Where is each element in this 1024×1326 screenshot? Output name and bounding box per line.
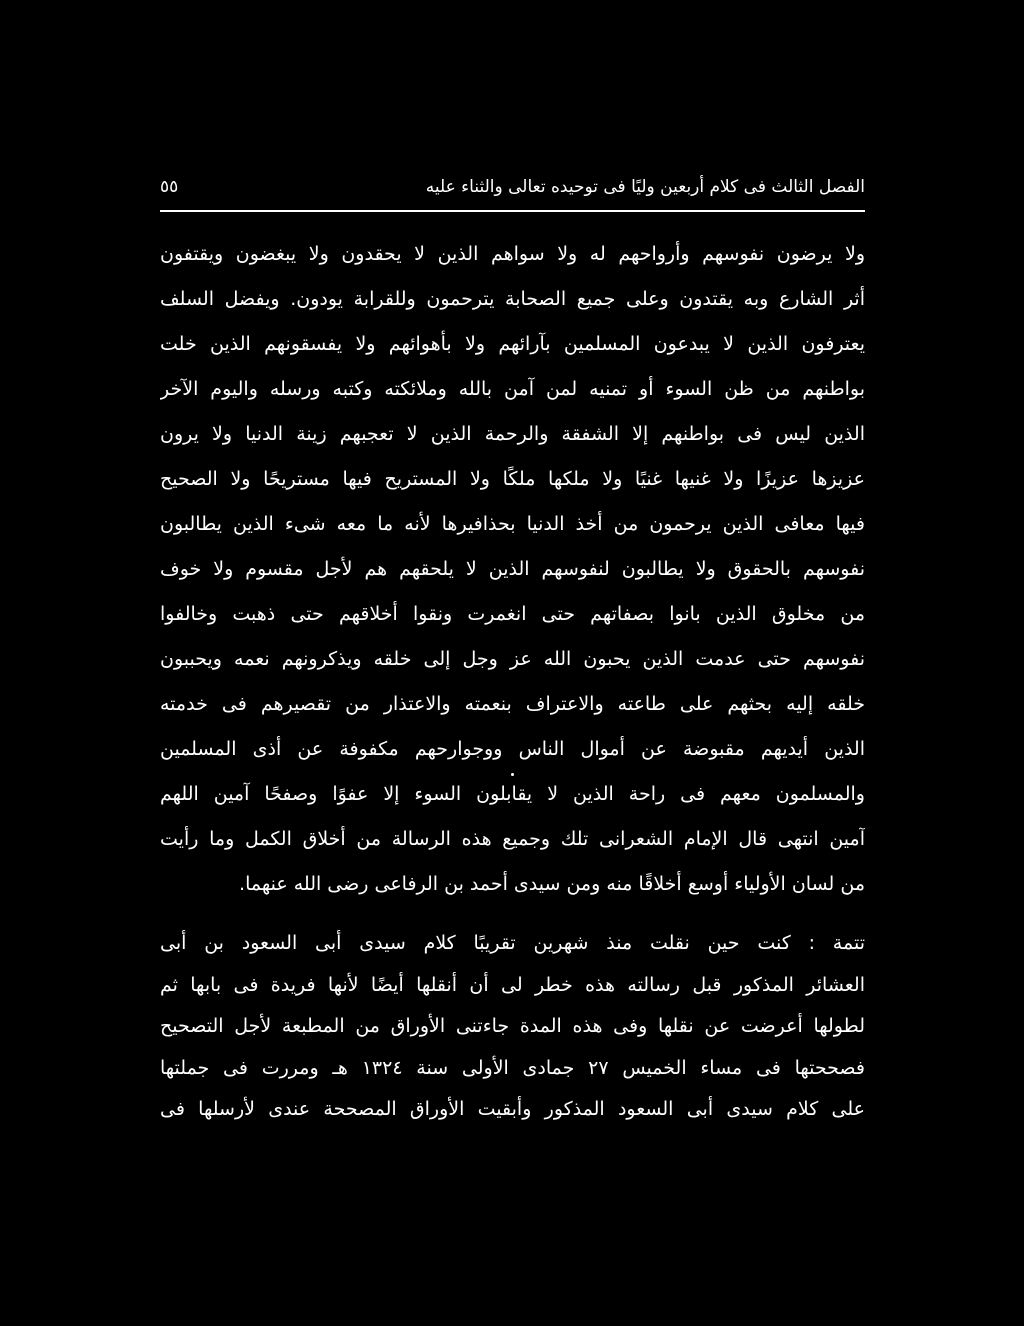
- text-line: الذين أيديهم مقبوضة عن أموال الناس ووجوارحهم مكفوفة عن أذى المسلمين: [160, 738, 865, 760]
- text-line: نفوسهم حتى عدمت الذين يحبون الله عز وجل إلى خلقه ويذكرونهم نعمه ويحببون: [160, 648, 865, 670]
- text-line: بواطنهم من ظن السوء أو تمنيه لمن آمن بالله وملائكته وكتبه ورسله واليوم الآخر: [160, 378, 865, 400]
- note-line: تتمة : كنت حين نقلت منذ شهرين تقريبًا كلام سيدى أبى السعود بن أبى: [160, 932, 865, 954]
- text-line: الذين ليس فى بواطنهم إلا الشفقة والرحمة الذين لا تعجبهم زينة الدنيا ولا يرون: [160, 423, 865, 445]
- text-line: من مخلوق الذين بانوا بصفاتهم حتى انغمرت ونقوا أخلاقهم حتى ذهبت وخالفوا: [160, 603, 865, 625]
- text-line: آمين انتهى قال الإمام الشعرانى تلك وجميع هذه الرسالة من أخلاق الكمل وما رأيت: [160, 828, 865, 850]
- note-line: فصححتها فى مساء الخميس ٢٧ جمادى الأولى سنة ١٣٢٤ هـ ومررت فى جملتها: [160, 1056, 865, 1079]
- chapter-title: الفصل الثالث فى كلام أربعين وليًا فى توحيده تعالى والثناء عليه: [425, 177, 865, 197]
- text-line: أثر الشارع وبه يقتدون وعلى جميع الصحابة يترحمون وللقرابة يودون. ويفضل السلف: [160, 288, 865, 310]
- text-line: ولا يرضون نفوسهم وأرواحهم له ولا سواهم الذين لا يحقدون ولا يبغضون ويقتفون: [160, 243, 865, 265]
- page-number: ٥٥: [160, 177, 179, 197]
- text-line: من لسان الأولياء أوسع أخلاقًا منه ومن سيدى أحمد بن الرفاعى رضى الله عنهما.: [239, 873, 865, 895]
- header-divider: [160, 210, 865, 212]
- text-line: خلقه إليه بحثهم على طاعته والاعتراف بنعمته والاعتذار من تقصيرهم فى خدمته: [160, 693, 865, 715]
- text-line: يعترفون الذين لا يبدعون المسلمين بآرائهم ولا بأهوائهم ولا يفسقونهم الذين خلت: [160, 333, 865, 355]
- note-line: لطولها أعرضت عن نقلها وفى هذه المدة جاءتنى الأوراق من المطبعة لأجل التصحيح: [160, 1015, 865, 1037]
- stray-mark: [511, 773, 514, 776]
- text-line: والمسلمون معهم فى راحة الذين لا يقابلون السوء إلا عفوًا وصفحًا آمين اللهم: [160, 783, 865, 805]
- note-line: العشائر المذكور قبل رسالته هذه خطر لى أن أنقلها أيضًا لأنها فريدة فى بابها ثم: [160, 973, 865, 996]
- text-line: فيها معافى الذين يرحمون من أخذ الدنيا بحذافيرها لأنه ما معه شىء الذين يطالبون: [160, 513, 865, 535]
- text-line: عزيزها عزيزًا ولا غنيها غنيًا ولا ملكها ملكًا ولا المستريح فيها مستريحًا ولا الصحيح: [160, 468, 865, 490]
- main-text-block: [160, 232, 865, 907]
- page-header: [160, 172, 865, 202]
- note-text-block: [160, 923, 865, 1131]
- text-line: نفوسهم بالحقوق ولا يطالبون لنفوسهم الذين لا يلحقهم هم لأجل مقسوم ولا خوف: [160, 558, 865, 580]
- note-line: على كلام سيدى أبى السعود المذكور وأبقيت الأوراق المصححة عندى لأرسلها فى: [160, 1098, 865, 1120]
